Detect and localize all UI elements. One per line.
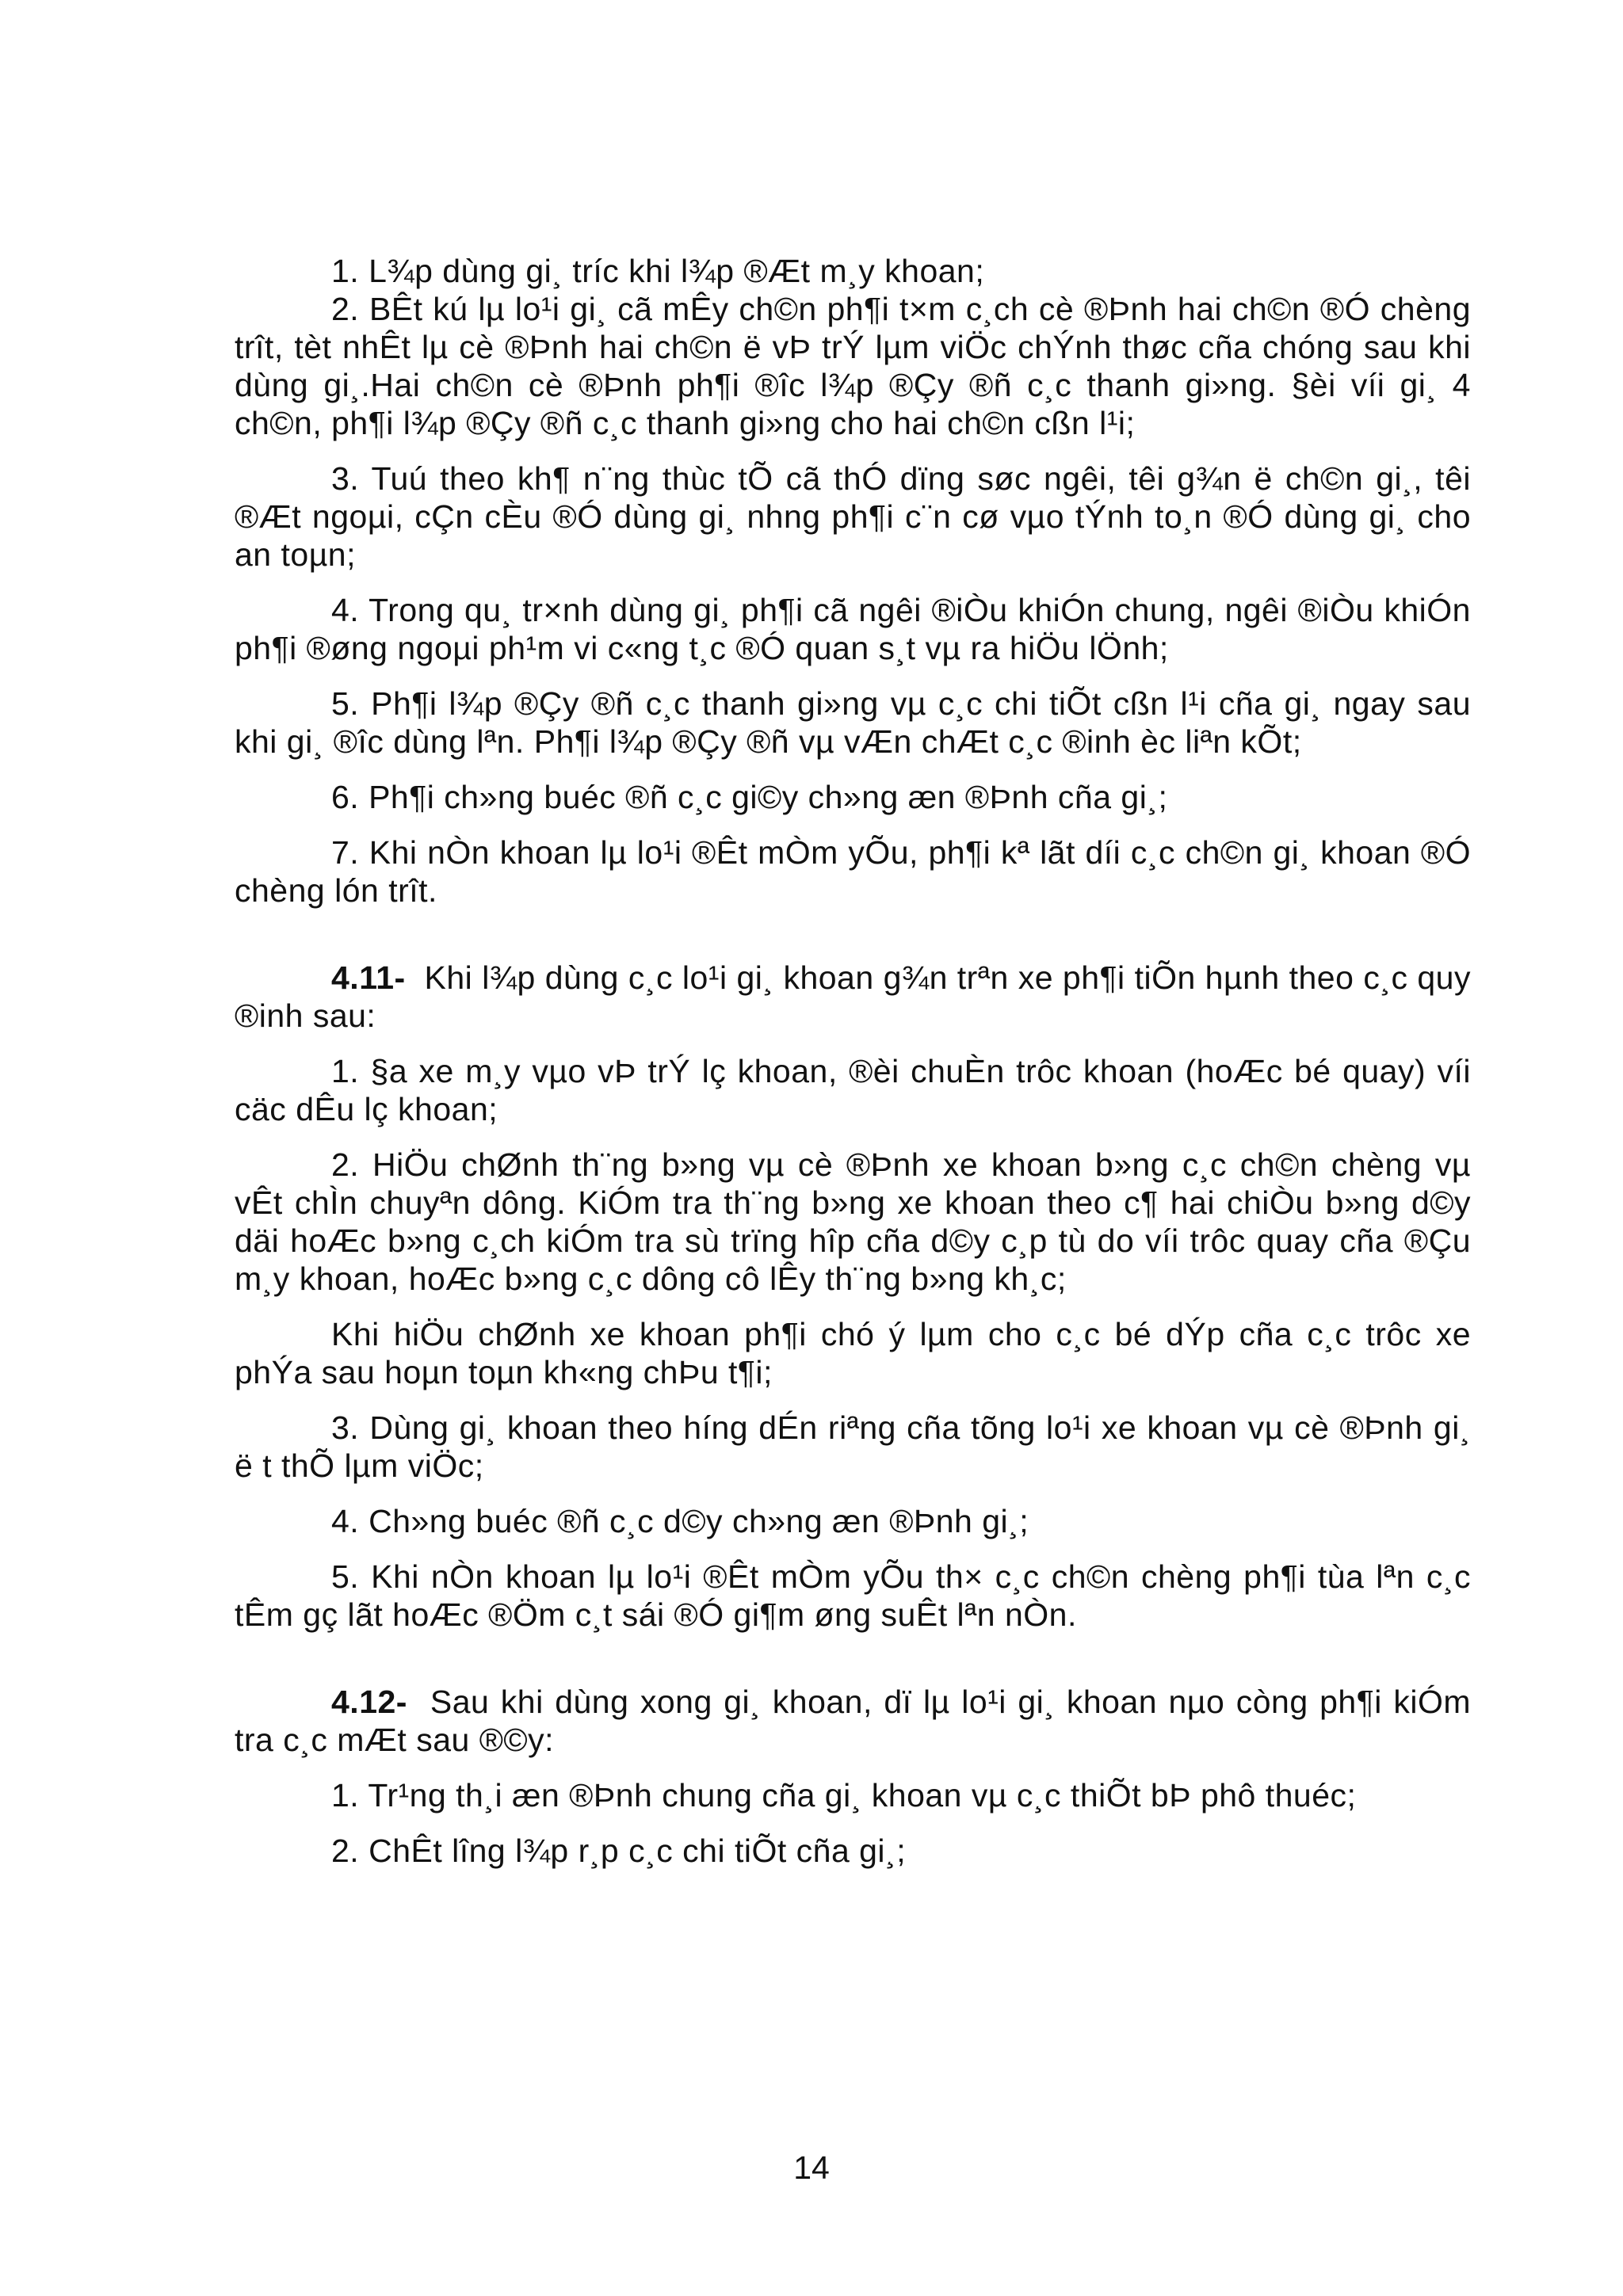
list-item: 4. Ch»ng buéc ®ñ c¸c d©y ch»ng æn ®Þnh gi¸; bbox=[331, 1503, 1029, 1539]
section-intro-text: Khi l¾p dùng c¸c lo¹i gi¸ khoan g¾n trªn xe ph¶i tiÕn hµnh theo c¸c quy ®inh sau: bbox=[235, 959, 1471, 1034]
section-intro-text: Sau khi dùng xong gi¸ khoan, dï lµ lo¹i gi¸ khoan nµo còng ph¶i kiÓm tra c¸c mÆt sau ®©y: bbox=[235, 1684, 1471, 1758]
body-text bbox=[235, 252, 1471, 1870]
section-number: 4.12- bbox=[331, 1684, 407, 1720]
list-item: 6. Ph¶i ch»ng buéc ®ñ c¸c gi©y ch»ng æn ®Þnh cña gi¸; bbox=[331, 779, 1168, 815]
list-item: 2. HiÖu chØnh th¨ng b»ng vµ cè ®Þnh xe khoan b»ng c¸c ch©n chèng vµ vÊt chÌn chuyªn dông. KiÓm tra th¨ng b»ng xe khoan theo c¶ hai chiÒu b»ng d©y däi hoÆc b»ng c¸ch kiÓm tra sù trïng hîp cña d©y c¸p tù do víi trôc quay cña ®Çu m¸y khoan, hoÆc b»ng c¸c dông cô lÊy th¨ng b»ng kh¸c; bbox=[235, 1146, 1471, 1297]
list-item: 1. L¾p dùng gi¸ tríc khi l¾p ®Æt m¸y khoan; bbox=[331, 253, 985, 289]
page-number: 14 bbox=[793, 2149, 830, 2186]
list-item: 5. Ph¶i l¾p ®Çy ®ñ c¸c thanh gi»ng vµ c¸c chi tiÕt cßn l¹i cña gi¸ ngay sau khi gi¸ ®îc dùng lªn. Ph¶i l¾p ®Çy ®ñ vµ vÆn chÆt c¸c ®inh èc liªn kÕt; bbox=[235, 685, 1471, 760]
list-item: 2. ChÊt lîng l¾p r¸p c¸c chi tiÕt cña gi¸; bbox=[331, 1833, 907, 1869]
list-item: 1. Tr¹ng th¸i æn ®Þnh chung cña gi¸ khoan vµ c¸c thiÕt bÞ phô thuéc; bbox=[331, 1777, 1357, 1814]
section-4-11-intro bbox=[235, 959, 1471, 1035]
section-4-12-intro bbox=[235, 1683, 1471, 1759]
note-paragraph: Khi hiÖu chØnh xe khoan ph¶i chó ý lµm cho c¸c bé dÝp cña c¸c trôc xe phÝa sau hoµn toµn kh«ng chÞu t¶i; bbox=[235, 1316, 1471, 1390]
list-item: 5. Khi nÒn khoan lµ lo¹i ®Êt mÒm yÕu th× c¸c ch©n chèng ph¶i tùa lªn c¸c tÊm gç lãt hoÆc ®Öm c¸t sái ®Ó gi¶m øng suÊt lªn nÒn. bbox=[235, 1558, 1471, 1633]
list-item: 3. Dùng gi¸ khoan theo híng dÉn riªng cña tõng lo¹i xe khoan vµ cè ®Þnh gi¸ ë t thÕ lµm viÖc; bbox=[235, 1409, 1471, 1484]
list-item: 4. Trong qu¸ tr×nh dùng gi¸ ph¶i cã ngêi ®iÒu khiÓn chung, ngêi ®iÒu khiÓn ph¶i ®øng ngoµi ph¹m vi c«ng t¸c ®Ó quan s¸t vµ ra hiÖu lÖnh; bbox=[235, 592, 1471, 666]
list-item: 1. §a xe m¸y vµo vÞ trÝ lç khoan, ®èi chuÈn trôc khoan (hoÆc bé quay) víi cäc dÊu lç khoan; bbox=[235, 1053, 1471, 1127]
list-item: 7. Khi nÒn khoan lµ lo¹i ®Êt mÒm yÕu, ph¶i kª lãt díi c¸c ch©n gi¸ khoan ®Ó chèng lón trît. bbox=[235, 834, 1471, 909]
list-item: 2. BÊt kú lµ lo¹i gi¸ cã mÊy ch©n ph¶i t×m c¸ch cè ®Þnh hai ch©n ®Ó chèng trît, tèt nhÊt lµ cè ®Þnh hai ch©n ë vÞ trÝ lµm viÖc chÝnh thøc cña chóng sau khi dùng gi¸.Hai ch©n cè ®Þnh ph¶i ®îc l¾p ®Çy ®ñ c¸c thanh gi»ng. §èi víi gi¸ 4 ch©n, ph¶i l¾p ®Çy ®ñ c¸c thanh gi»ng cho hai ch©n cßn l¹i; bbox=[235, 291, 1471, 441]
list-item: 3. Tuú theo kh¶ n¨ng thùc tÕ cã thÓ dïng søc ngêi, têi g¾n ë ch©n gi¸, têi ®Æt ngoµi, cÇn cÈu ®Ó dùng gi¸ nhng ph¶i c¨n cø vµo tÝnh to¸n ®Ó dùng gi¸ cho an toµn; bbox=[235, 460, 1471, 573]
section-number: 4.11- bbox=[331, 959, 406, 996]
